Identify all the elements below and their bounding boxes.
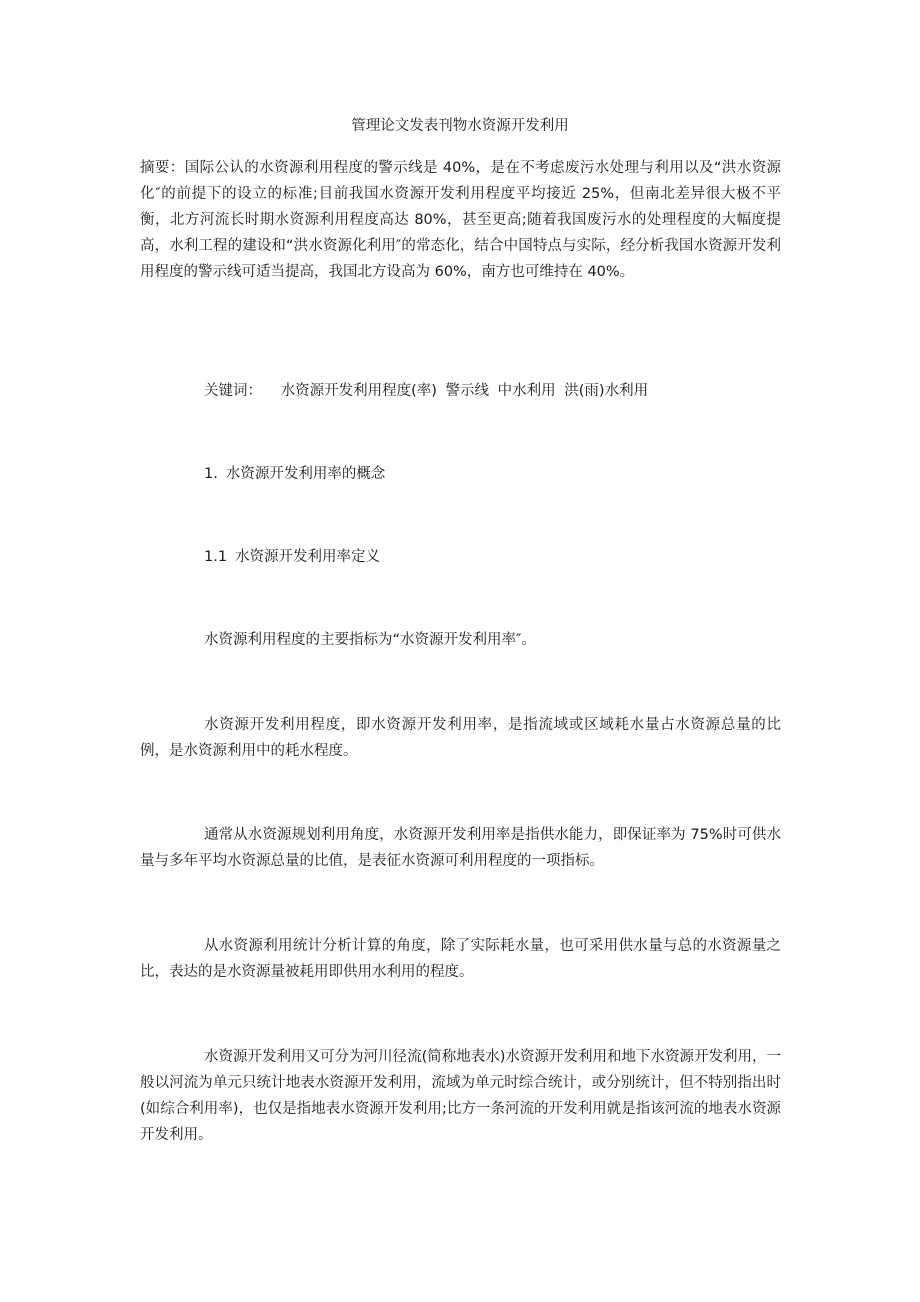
- section-heading: [204, 461, 781, 487]
- abstract-paragraph: 摘要：国际公认的水资源利用程度的警示线是 40%，是在不考虑废污水处理与利用以及“洪水资源化″的前提下的设立的标准;目前我国水资源开发利用程度平均接近 25%，但南北差异很大极不平衡，北方河流长时期水资源利用程度高达 80%，甚至更高;随着我国废污水的处理程度的大幅度提高，水利工程的建设和“洪水资源化利用″的常态化，结合中国特点与实际，经分析我国水资源开发利用程度的警示线可适当提高，我国北方设高为 60%，南方也可维持在 40%。: [140, 160, 781, 280]
- section-number: 1.: [204, 466, 218, 482]
- document-title: 管理论文发表刊物水资源开发利用: [351, 118, 569, 134]
- keyword-term: 水资源开发利用程度(率): [280, 383, 437, 399]
- body-paragraph: 水资源开发利用又可分为河川径流(简称地表水)水资源开发利用和地下水资源开发利用，一般以河流为单元只统计地表水资源开发利用，流域为单元时综合统计，或分别统计，但不特别指出时(如综合利用率)，也仅是指地表水资源开发利用;比方一条河流的开发利用就是指该河流的地表水资源开发利用。: [140, 1049, 781, 1143]
- keyword-term: 警示线: [445, 383, 490, 399]
- body-paragraph: 通常从水资源规划利用角度，水资源开发利用率是指供水能力，即保证率为 75%时可供水量与多年平均水资源总量的比值，是表征水资源可利用程度的一项指标。: [140, 827, 781, 869]
- keyword-term: 洪(雨)水利用: [564, 383, 649, 399]
- subsection-number: 1.1: [204, 549, 228, 565]
- body-paragraph: 从水资源利用统计分析计算的角度，除了实际耗水量，也可采用供水量与总的水资源量之比，表达的是水资源量被耗用即供用水利用的程度。: [140, 938, 781, 980]
- subsection-title: 水资源开发利用率定义: [235, 549, 381, 565]
- subsection-heading: [204, 544, 781, 570]
- keywords-line: [204, 378, 781, 404]
- body-paragraph: 水资源利用程度的主要指标为“水资源开发利用率″。: [204, 632, 536, 648]
- keyword-term: 中水利用: [497, 383, 556, 399]
- keywords-label: 关键词：: [204, 383, 262, 399]
- section-title: 水资源开发利用率的概念: [225, 466, 386, 482]
- body-paragraph: 水资源开发利用程度，即水资源开发利用率，是指流域或区域耗水量占水资源总量的比例，是水资源利用中的耗水程度。: [140, 717, 781, 759]
